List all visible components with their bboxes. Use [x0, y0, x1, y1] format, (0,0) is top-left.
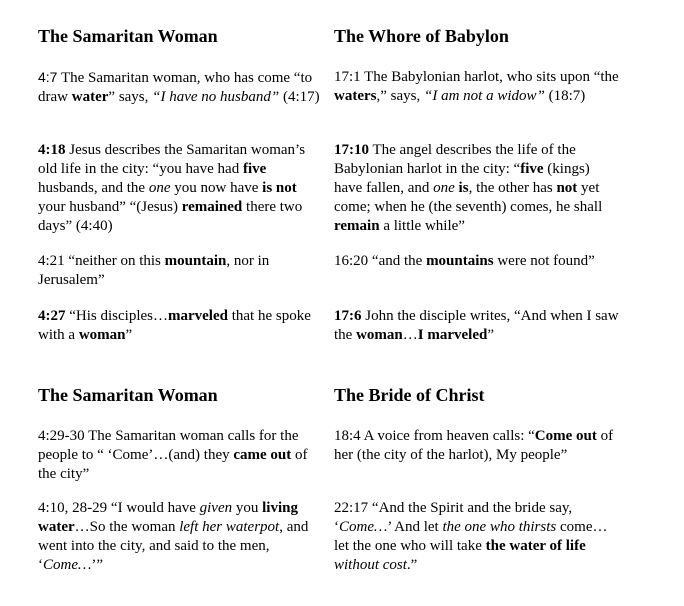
paragraph-16-20: 16:20 “and the mountains were not found” [334, 253, 595, 269]
paragraph-17-6: 17:6 John the disciple writes, “And when I saw the woman…I marveled” [334, 308, 619, 343]
paragraph-4-10-28-29: 4:10, 28-29 “I would have given you living water…So the woman left her waterpot, and went into the city, and said to the men, ‘Come…’” [38, 500, 309, 573]
paragraph-18-4: 18:4 A voice from heaven calls: “Come out of her (the city of the harlot), My people” [334, 428, 614, 463]
heading-whore-of-babylon: The Whore of Babylon [334, 26, 509, 46]
heading-samaritan-woman-2: The Samaritan Woman [38, 385, 218, 405]
paragraph-4-18: 4:18 Jesus describes the Samaritan woman’s old life in the city: “you have had five husbands, and the one you now have is not your husband” “(Jesus) remained there two days” (4:40) [38, 142, 306, 234]
paragraph-4-21: 4:21 “neither on this mountain, nor in Jerusalem” [38, 253, 270, 288]
paragraph-17-10: 17:10 The angel describes the life of the Babylonian harlot in the city: “five (kings) have fallen, and one is, the other has not yet come; when he (the seventh) comes, he shall remain a little while” [334, 142, 603, 234]
paragraph-22-17: 22:17 “And the Spirit and the bride say, ‘Come…’ And let the one who thirsts come…let the one who will take the water of life without cost.” [334, 500, 608, 573]
paragraph-4-27: 4:27 “His disciples…marveled that he spoke with a woman” [38, 308, 311, 343]
paragraph-4-7: 4:7 The Samaritan woman, who has come “to draw water” says, “I have no husband” (4:17) [38, 69, 320, 105]
paragraph-4-29-30: 4:29-30 The Samaritan woman calls for the people to “ ‘Come’…(and) they came out of the city” [38, 428, 308, 482]
heading-samaritan-woman-1: The Samaritan Woman [38, 26, 218, 46]
heading-bride-of-christ: The Bride of Christ [334, 385, 485, 405]
paragraph-17-1: 17:1 The Babylonian harlot, who sits upon “the waters,” says, “I am not a widow” (18:7) [334, 69, 619, 104]
